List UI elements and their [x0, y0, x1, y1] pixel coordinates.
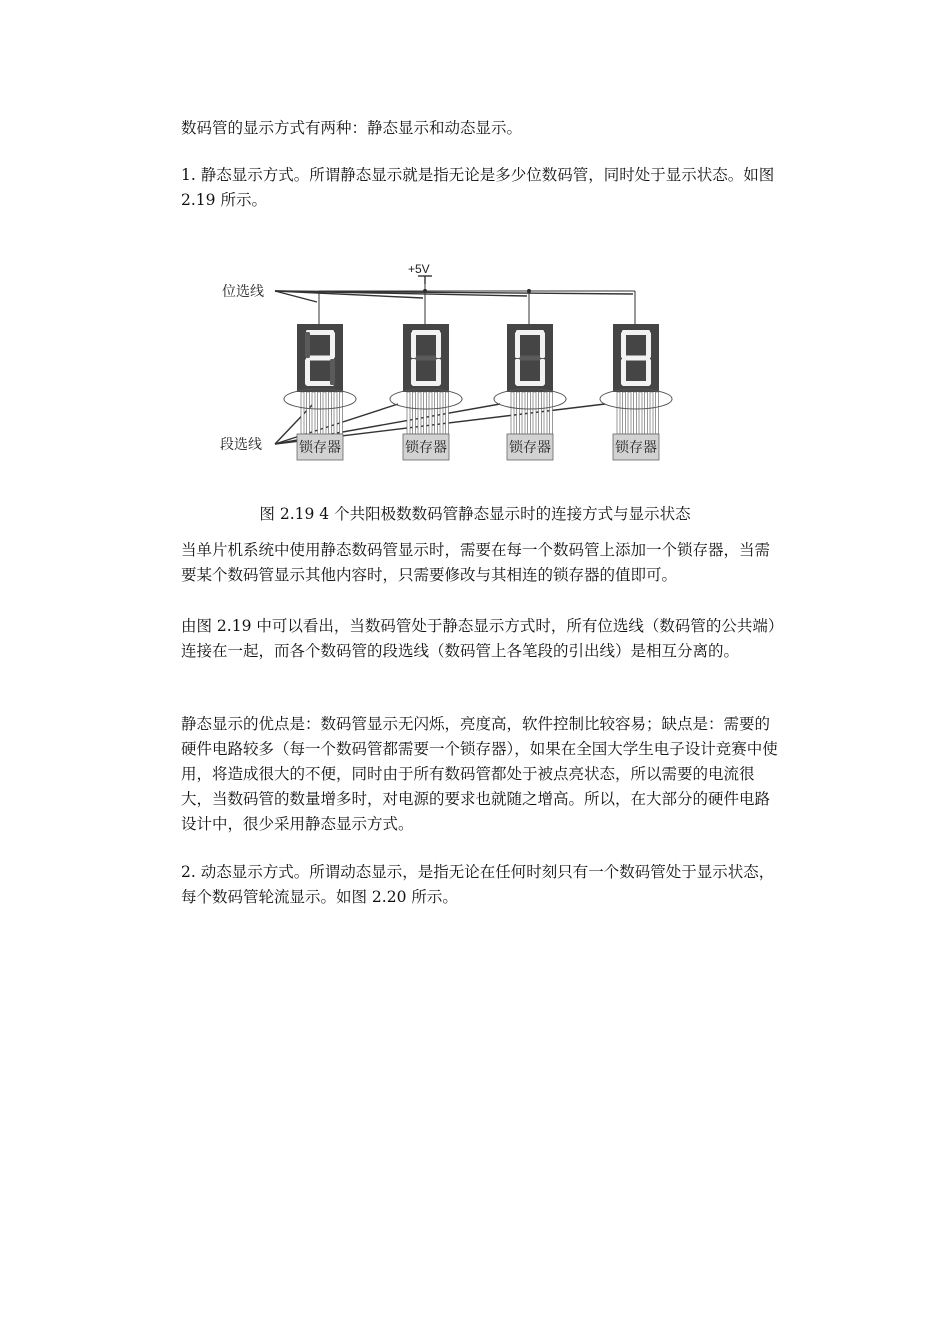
dynamic-display-paragraph: 2. 动态显示方式。所谓动态显示，是指无论在任何时刻只有一个数码管处于显示状态，每个数码管轮流显示。如图 2.20 所示。	[181, 863, 775, 906]
segment-e	[305, 359, 310, 385]
static-display-figure	[215, 258, 675, 470]
segment-c	[646, 359, 651, 385]
segment-e	[411, 359, 416, 385]
segment-a	[306, 330, 334, 335]
segment-b	[436, 332, 441, 358]
segment-a	[516, 330, 544, 335]
supply-label: +5V	[408, 262, 430, 276]
intro-paragraph: 数码管的显示方式有两种：静态显示和动态显示。	[181, 119, 523, 137]
segment-d	[306, 381, 334, 386]
bit-line-paragraph: 由图 2.19 中可以看出，当数码管处于静态显示方式时，所有位选线（数码管的公共端）连接在一起，而各个数码管的段选线（数码管上各笔段的引出线）是相互分离的。	[181, 617, 776, 660]
segment-a	[412, 330, 440, 335]
segment-g	[516, 356, 544, 361]
static-display-paragraph: 1. 静态显示方式。所谓静态显示就是指无论是多少位数码管，同时处于显示状态。如图 2.19 所示。	[181, 166, 775, 209]
latch-label: 锁存器	[405, 439, 447, 455]
segment-f	[305, 332, 310, 358]
figure-caption: 图 2.19 4 个共阳极数数码管静态显示时的连接方式与显示状态	[259, 505, 691, 523]
segment-f	[621, 332, 626, 358]
digit-module	[494, 324, 566, 460]
latch-label: 锁存器	[299, 439, 341, 455]
pros-cons-paragraph: 静态显示的优点是：数码管显示无闪烁，亮度高，软件控制比较容易；缺点是：需要的硬件电路较多（每一个数码管都需要一个锁存器），如果在全国大学生电子设计竞赛中使用，将造成很大的不便，同时由于所有数码管都处于被点亮状态，所以需要的电流很大，当数码管的数量增多时，对电源的要求也就随之增高。所以，在大部分的硬件电路设计中，很少采用静态显示方式。	[181, 715, 778, 833]
latch-paragraph: 当单片机系统中使用静态数码管显示时，需要在每一个数码管上添加一个锁存器，当需要某个数码管显示其他内容时，只需要修改与其相连的锁存器的值即可。	[181, 541, 771, 584]
latch-label: 锁存器	[509, 439, 551, 455]
digit-module	[600, 324, 672, 460]
segment-e	[515, 359, 520, 385]
segment-g	[412, 356, 440, 361]
digit-module	[284, 324, 356, 460]
segment-c	[540, 359, 545, 385]
segment-b	[646, 332, 651, 358]
segment-f	[515, 332, 520, 358]
segment-line-label: 段选线	[220, 436, 262, 452]
latch-label: 锁存器	[615, 439, 657, 455]
segment-b	[540, 332, 545, 358]
segment-b	[330, 332, 335, 358]
digit-module	[390, 324, 462, 460]
segment-g	[622, 356, 650, 361]
segment-d	[622, 381, 650, 386]
segment-c	[436, 359, 441, 385]
segment-g	[306, 356, 334, 361]
segment-a	[622, 330, 650, 335]
segment-c	[330, 359, 335, 385]
bit-line-label: 位选线	[222, 283, 264, 299]
segment-d	[412, 381, 440, 386]
segment-e	[621, 359, 626, 385]
segment-f	[411, 332, 416, 358]
segment-d	[516, 381, 544, 386]
